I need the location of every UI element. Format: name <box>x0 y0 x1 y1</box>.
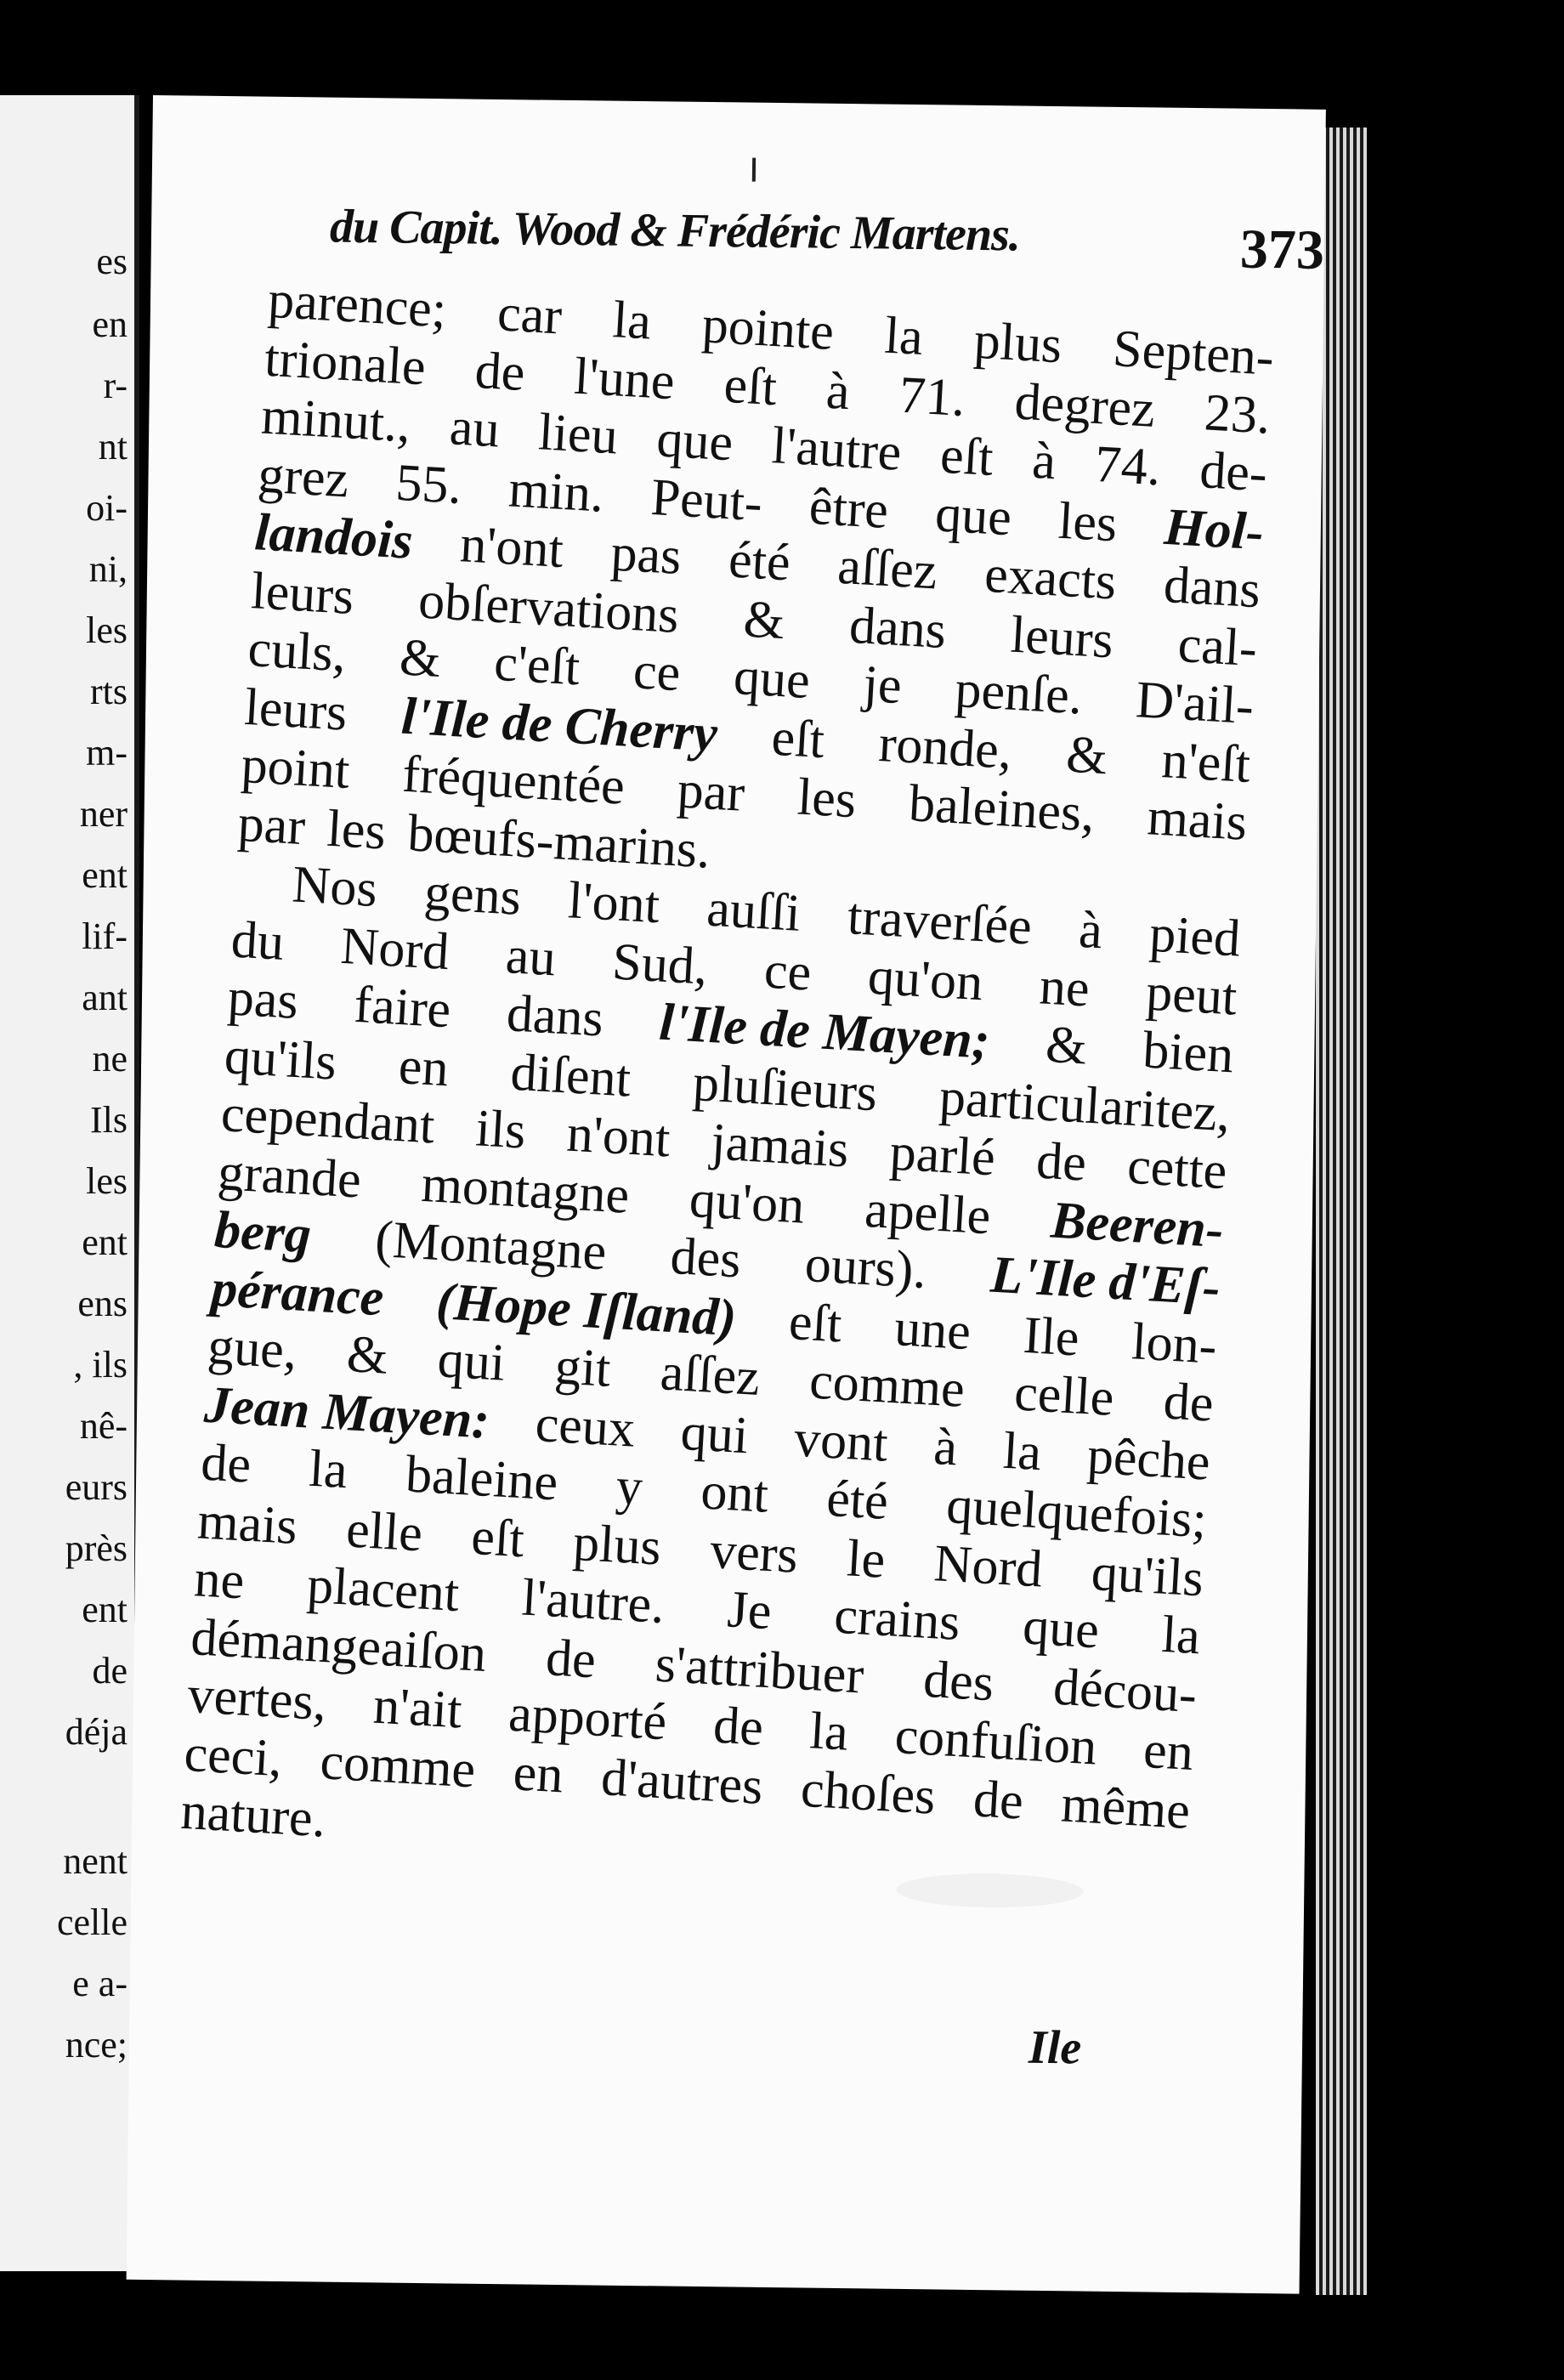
left-page-fragment: près <box>65 1527 128 1569</box>
word: que <box>1021 1597 1101 1660</box>
word: culs, <box>246 620 348 683</box>
word: aſſez <box>836 536 939 601</box>
left-page-fragment: en <box>92 303 128 345</box>
word: gue, <box>206 1317 299 1380</box>
word: aſſez <box>659 1343 762 1407</box>
word: Peut- <box>649 468 764 532</box>
word: à <box>1030 431 1057 491</box>
word: de <box>1162 1372 1216 1433</box>
left-page-fragment: ne <box>92 1038 128 1080</box>
word: les <box>1057 491 1119 553</box>
word: qu'ils <box>1090 1543 1205 1607</box>
italic-word: l'Ile de Cherry <box>400 687 719 763</box>
word: apporté <box>507 1684 669 1752</box>
word: la <box>1001 1421 1044 1482</box>
word: leurs <box>1009 605 1115 669</box>
word: à <box>932 1417 960 1476</box>
word: lieu <box>536 403 620 466</box>
word: & <box>741 590 787 650</box>
word: dans <box>847 596 948 660</box>
word: peut <box>1144 963 1239 1027</box>
word: ne <box>192 1550 246 1611</box>
left-page-fragment: ent <box>82 1221 128 1263</box>
left-page-fragment: , ils <box>73 1344 128 1386</box>
word: D'ail- <box>1134 671 1255 736</box>
word: apelle <box>863 1180 993 1245</box>
word: traverſée <box>846 887 1034 956</box>
word: 23. <box>1203 382 1272 445</box>
left-page-fragment: e a- <box>72 1963 128 2004</box>
word: à <box>824 361 852 421</box>
left-page-fragment: celle <box>56 1901 128 1943</box>
word: s'attribuer <box>654 1635 866 1705</box>
word: car <box>496 284 564 346</box>
word: même <box>1059 1774 1192 1840</box>
word: décou- <box>1051 1658 1198 1724</box>
word: de- <box>1198 441 1269 503</box>
word: ronde, <box>877 714 1014 780</box>
page-number: 373 <box>1239 218 1325 281</box>
left-page-fragment: es <box>96 241 128 282</box>
word: point <box>240 735 352 801</box>
word: la <box>883 306 925 366</box>
left-page-fragment: oi- <box>86 487 128 529</box>
word: qui <box>436 1330 507 1392</box>
word: baleines, <box>907 774 1096 843</box>
word: été <box>727 530 792 592</box>
italic-word: landois <box>252 503 415 570</box>
italic-word: Hol- <box>1162 497 1266 561</box>
word: pêche <box>1085 1425 1212 1492</box>
left-page-fragment: nce; <box>65 2024 128 2066</box>
italic-word: L'Ile d'Eſ- <box>989 1245 1222 1317</box>
word: de <box>544 1628 598 1689</box>
word: par <box>236 794 308 856</box>
word: bien <box>1141 1021 1236 1085</box>
word: grez <box>256 445 351 508</box>
word: & <box>345 1325 390 1386</box>
word: quelquefois; <box>944 1476 1209 1550</box>
left-page-fragment: déja <box>65 1711 128 1753</box>
word: faire <box>352 975 453 1040</box>
word: l'une <box>572 347 677 411</box>
word: eſt <box>787 1292 844 1353</box>
word: l'autre <box>770 416 904 482</box>
word: vertes, <box>185 1665 329 1732</box>
word: de <box>473 341 527 402</box>
word: ils <box>473 1099 528 1160</box>
word: démangeaiſon <box>189 1607 488 1683</box>
word: eſt <box>722 355 779 416</box>
word: la <box>1160 1605 1202 1666</box>
page-edge-stack <box>1316 128 1367 2295</box>
left-page-fragment: r- <box>103 365 128 406</box>
word: minut., <box>259 387 412 454</box>
word: Ile <box>1022 1306 1081 1368</box>
word: eſt <box>770 708 826 769</box>
word: ne <box>1038 956 1091 1018</box>
word: pied <box>1148 904 1243 968</box>
word: qu'on <box>688 1170 807 1235</box>
word: leurs <box>242 677 349 742</box>
word: Sud, <box>610 932 710 996</box>
word: ceux <box>534 1394 637 1459</box>
word: du <box>230 910 286 972</box>
left-page-fragment: rts <box>90 671 128 712</box>
left-page-fragment: ent <box>82 854 128 896</box>
word: cette <box>1125 1136 1229 1201</box>
word: min. <box>507 459 606 524</box>
left-page-fragment: nent <box>63 1840 128 1882</box>
word: la <box>611 291 653 351</box>
word: pas <box>226 968 300 1030</box>
word: leurs <box>249 561 356 626</box>
word: Nos <box>291 855 379 919</box>
left-page-fragment: m- <box>86 732 128 774</box>
word: que <box>654 410 735 473</box>
word: elle <box>344 1499 424 1562</box>
word: d'autres <box>599 1748 765 1816</box>
word: plus <box>972 311 1064 375</box>
word: au <box>504 926 558 987</box>
word: des <box>921 1650 995 1712</box>
word: pointe <box>700 296 836 361</box>
word: qui <box>679 1402 751 1465</box>
word: gens <box>422 863 523 926</box>
word: crains <box>832 1586 962 1652</box>
book-page <box>127 95 1326 2294</box>
word: trionale <box>263 329 428 396</box>
word: pas <box>609 524 683 586</box>
word: mais <box>1146 788 1249 852</box>
word: n'ait <box>371 1676 464 1740</box>
word: qu'ils <box>223 1026 338 1091</box>
word: à <box>1077 900 1104 960</box>
word: parlé <box>888 1123 997 1187</box>
word: je <box>861 654 904 716</box>
word: obſervations <box>416 570 681 644</box>
word: dans <box>505 984 605 1048</box>
word: ce <box>632 642 683 703</box>
word: des <box>668 1227 743 1289</box>
catchword: Ile <box>1028 2020 1082 2075</box>
word: baleine <box>404 1445 560 1512</box>
word: grande <box>216 1142 363 1210</box>
left-page-fragment: les <box>86 1160 128 1202</box>
left-page-fragment: ent <box>82 1589 128 1630</box>
word: (Montagne <box>373 1210 609 1282</box>
running-head <box>330 200 1325 280</box>
word: l'ont <box>566 871 661 935</box>
word: mais <box>196 1491 299 1556</box>
word: Nord <box>339 916 451 981</box>
word: plus <box>571 1513 663 1577</box>
body-text <box>179 271 1275 1899</box>
word: git <box>552 1337 613 1398</box>
word: & <box>1064 725 1109 785</box>
word: qu'on <box>866 947 985 1012</box>
word: jamais <box>709 1113 851 1179</box>
word: en <box>1142 1720 1195 1782</box>
word: la <box>307 1439 349 1500</box>
word: en <box>512 1742 565 1804</box>
word: placent <box>305 1556 462 1624</box>
word: de <box>711 1696 765 1757</box>
word: que <box>933 484 1013 547</box>
word: au <box>448 398 502 459</box>
word: comme <box>319 1731 478 1799</box>
word: fréquentée <box>400 745 626 816</box>
left-page-fragment: lif- <box>82 915 128 957</box>
word: n'ont <box>565 1104 672 1169</box>
left-page-fragment: ner <box>79 793 128 835</box>
word: degrez <box>1012 371 1157 439</box>
italic-word: pérance <box>209 1259 386 1327</box>
word: & <box>398 628 443 688</box>
word: par <box>676 761 747 823</box>
word: été <box>824 1469 890 1531</box>
word: n'eſt <box>1159 730 1252 794</box>
word: diſent <box>509 1043 632 1108</box>
italic-word: (Hope Iſland) <box>434 1272 739 1347</box>
word: Septen- <box>1111 320 1276 387</box>
word: le <box>845 1528 887 1590</box>
left-page-fragment: nt <box>98 426 128 468</box>
left-page-fragment: ens <box>77 1283 128 1324</box>
left-page-fragment: eurs <box>65 1466 128 1508</box>
left-page-fragment: de <box>92 1650 128 1692</box>
word: 71. <box>898 366 967 428</box>
word: 74. <box>1093 435 1163 497</box>
word: confuſion <box>893 1706 1099 1776</box>
word: cal- <box>1176 615 1259 677</box>
word: y <box>615 1457 644 1517</box>
word: parence; <box>266 270 449 339</box>
word: montagne <box>420 1154 632 1225</box>
word: être <box>808 477 890 540</box>
word: eſt <box>938 426 995 487</box>
word: les <box>326 799 388 861</box>
word: en <box>397 1036 450 1097</box>
word: vont <box>792 1409 890 1473</box>
word: vers <box>708 1521 800 1584</box>
word: de <box>199 1433 253 1494</box>
left-page-fragment: ant <box>82 977 128 1018</box>
page-mark <box>752 158 756 182</box>
word: penſe. <box>953 660 1085 726</box>
word: l'autre. <box>520 1568 666 1635</box>
word: particularitez, <box>938 1068 1232 1142</box>
word: ceci, <box>182 1724 284 1788</box>
left-page-fragment: nê- <box>79 1405 128 1447</box>
word: de <box>1034 1131 1088 1193</box>
word: auſſi <box>705 879 802 943</box>
italic-word: l'Ile de Mayen; <box>657 993 992 1070</box>
word: dans <box>1162 555 1262 620</box>
word: ours). <box>803 1234 928 1300</box>
word: comme <box>808 1352 966 1419</box>
word: eſt <box>469 1507 526 1568</box>
word: de <box>972 1769 1025 1831</box>
word: lon- <box>1130 1312 1219 1375</box>
word: la <box>808 1702 850 1762</box>
italic-word: berg <box>212 1200 313 1265</box>
word: pluſieurs <box>691 1053 879 1122</box>
word: ont <box>699 1462 770 1524</box>
word: choſes <box>799 1760 938 1826</box>
running-head-title: du Capit. Wood & Frédéric Martens. <box>329 200 1021 262</box>
word: Nord <box>932 1533 1045 1598</box>
word: & <box>1044 1015 1089 1076</box>
left-page-fragment: ni, <box>88 548 128 590</box>
word: ce <box>762 941 813 1002</box>
word: bœufs-marins. <box>405 803 712 880</box>
word: une <box>892 1298 972 1361</box>
word: n'ont <box>458 515 565 580</box>
left-facing-page <box>0 95 139 2271</box>
left-page-fragment: Ils <box>90 1099 128 1141</box>
word: Je <box>725 1580 774 1641</box>
left-page-fragment: les <box>86 609 128 651</box>
word: exacts <box>983 545 1119 611</box>
word: cependant <box>219 1085 437 1155</box>
word: nature. <box>179 1782 328 1849</box>
italic-word: Jean Mayen: <box>202 1375 491 1450</box>
word: c'eſt <box>492 633 582 697</box>
word: celle <box>1012 1363 1116 1427</box>
word: 55. <box>394 453 464 515</box>
italic-word: Beeren- <box>1049 1191 1226 1259</box>
word: que <box>732 647 812 711</box>
word: les <box>796 768 858 830</box>
